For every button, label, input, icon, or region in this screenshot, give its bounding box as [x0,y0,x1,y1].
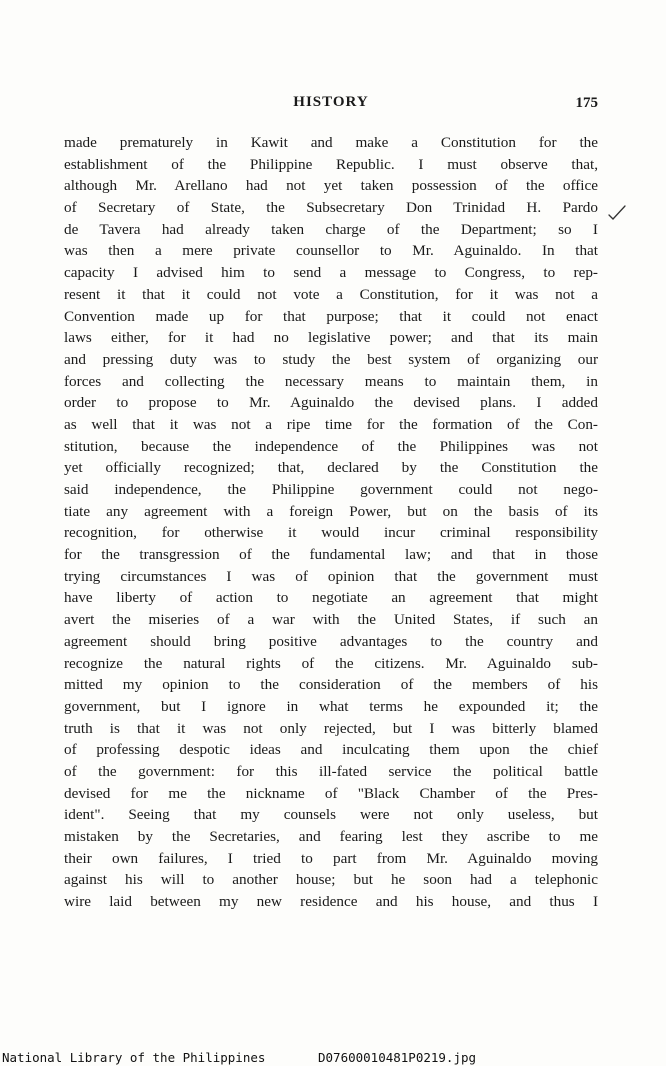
text-line: was then a mere private counsellor to Mr. Aguinaldo. In that [64,242,598,260]
text-line: as well that it was not a ripe time for the formation of the Con- [64,415,598,433]
text-line: order to propose to Mr. Aguinaldo the devised plans. I added [64,394,598,412]
body-text [64,132,598,913]
text-line: capacity I advised him to send a message to Congress, to rep- [64,264,598,282]
text-line: tiate any agreement with a foreign Power, but on the basis of its [64,502,598,520]
page-number: 175 [575,95,598,111]
text-line: agreement should bring positive advantages to the country and [64,632,598,650]
text-line: establishment of the Philippine Republic. I must observe that, [64,155,598,173]
text-line: of the government: for this ill-fated service the political battle [64,762,598,780]
text-line: wire laid between my new residence and his house, and thus I [64,893,598,911]
text-line: trying circumstances I was of opinion that the government must [64,567,598,585]
text-line: devised for me the nickname of "Black Chamber of the Pres- [64,784,598,802]
text-line: have liberty of action to negotiate an agreement that might [64,589,598,607]
text-line: resent it that it could not vote a Constitution, for it was not a [64,285,598,303]
text-line: truth is that it was not only rejected, but I was bitterly blamed [64,719,598,737]
text-line: recognize the natural rights of the citizens. Mr. Aguinaldo sub- [64,654,598,672]
running-head [64,94,598,118]
text-line: stitution, because the independence of the Philippines was not [64,437,598,455]
text-line: made prematurely in Kawit and make a Constitution for the [64,134,598,151]
text-line: government, but I ignore in what terms he expounded it; the [64,697,598,715]
running-title: HISTORY [293,94,369,110]
text-line: recognition, for otherwise it would incur criminal responsibility [64,524,598,542]
footer-library-name: National Library of the Philippines [2,1050,266,1065]
text-line: of professing despotic ideas and inculcating them upon the chief [64,741,598,759]
text-line: ident". Seeing that my counsels were not only useless, but [64,806,598,824]
scan-footer [0,1050,666,1066]
pencil-checkmark-icon [606,202,628,224]
text-line: of Secretary of State, the Subsecretary Don Trinidad H. Pardo [64,199,598,217]
footer-filename: D07600010481P0219.jpg [318,1050,477,1065]
text-line: for the transgression of the fundamental law; and that in those [64,546,598,564]
text-line: forces and collecting the necessary means to maintain them, in [64,372,598,390]
text-line: mitted my opinion to the consideration of the members of his [64,676,598,694]
text-line: their own failures, I tried to part from Mr. Aguinaldo moving [64,849,598,867]
text-line: yet officially recognized; that, declared by the Constitution the [64,459,598,477]
text-line: against his will to another house; but he soon had a telephonic [64,871,598,889]
text-line: laws either, for it had no legislative power; and that its main [64,329,598,347]
text-line: said independence, the Philippine government could not nego- [64,481,598,498]
text-line: and pressing duty was to study the best system of organizing our [64,350,598,368]
text-line: de Tavera had already taken charge of the Department; so I [64,220,598,238]
text-line: although Mr. Arellano had not yet taken possession of the office [64,177,598,195]
text-line: Convention made up for that purpose; that it could not enact [64,307,598,325]
text-line: avert the miseries of a war with the United States, if such an [64,611,598,629]
text-line: mistaken by the Secretaries, and fearing lest they ascribe to me [64,828,598,845]
